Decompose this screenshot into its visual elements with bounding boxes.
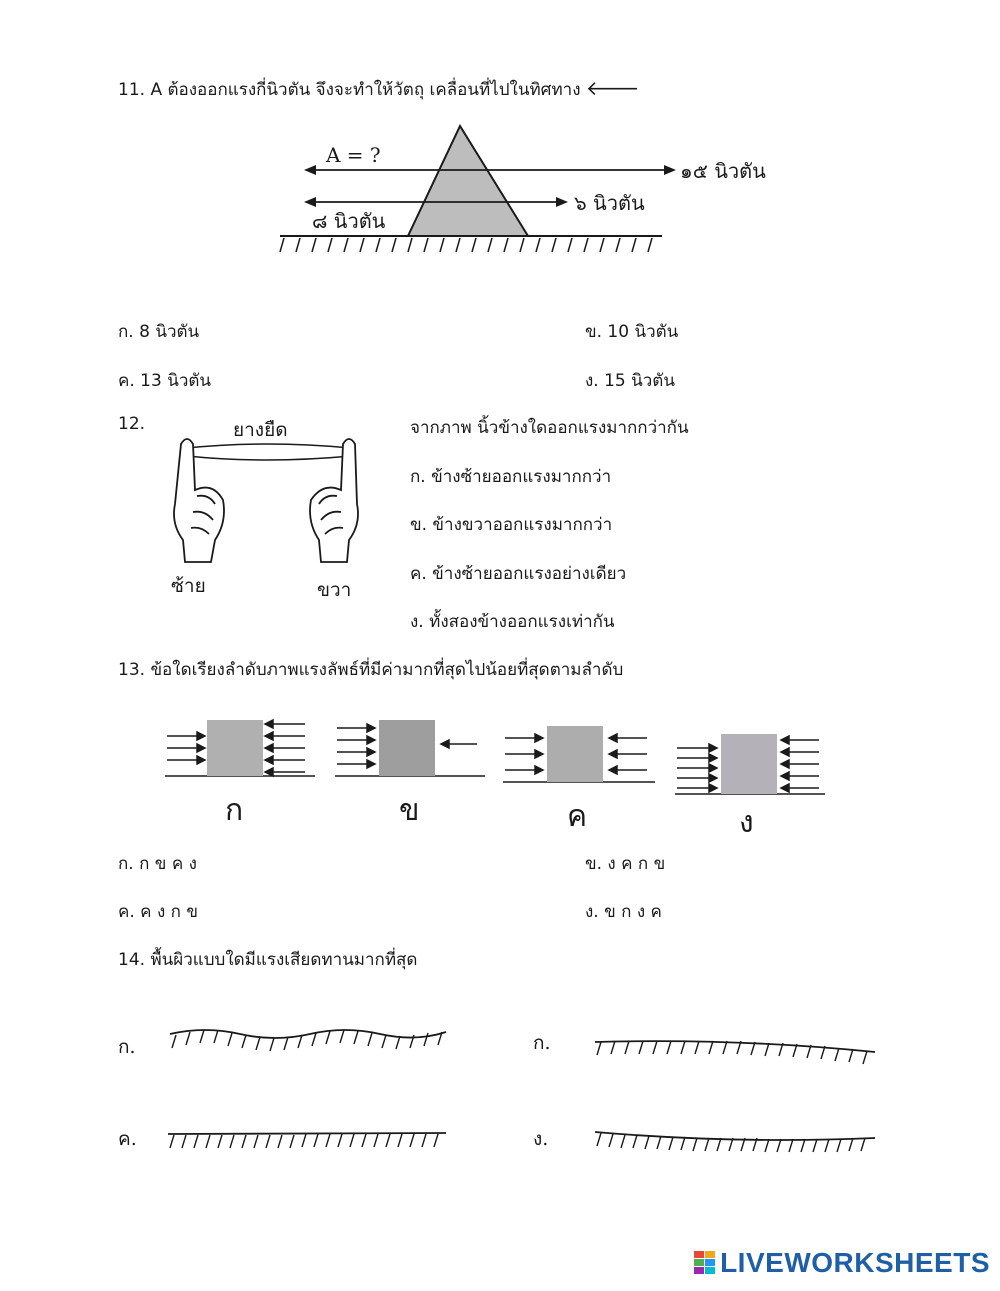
- ground-hatching: [280, 238, 652, 252]
- panel-d-label: ง: [739, 805, 754, 840]
- panel-b-label: ข: [399, 793, 420, 828]
- q13-question: 13. ข้อใดเรียงลำดับภาพแรงลัพธ์ที่มีค่ามากที่สุดไปน้อยที่สุดตามลำดับ: [118, 660, 624, 680]
- panel-a-label: ก: [225, 793, 244, 828]
- label-6-newton: ๖ นิวตัน: [574, 191, 645, 215]
- label-rubber-band: ยางยืด: [233, 419, 288, 441]
- left-arrow-icon: 🡐: [585, 76, 640, 100]
- arrow-bottom-right-head: [556, 197, 568, 207]
- panel-d: [675, 734, 825, 840]
- rubber-band: [187, 444, 351, 460]
- q13-option-c[interactable]: ค. ค ง ก ข: [118, 902, 198, 922]
- q12-finger-diagram: [165, 412, 385, 612]
- q12-number: 12.: [118, 414, 146, 434]
- q11-option-c[interactable]: ค. 13 นิวตัน: [118, 371, 212, 391]
- q11-force-diagram: [270, 118, 790, 268]
- q12-option-d[interactable]: ง. ทั้งสองข้างออกแรงเท่ากัน: [410, 612, 615, 632]
- q12-option-a[interactable]: ก. ข้างซ้ายออกแรงมากกว่า: [410, 467, 612, 487]
- q12-option-c[interactable]: ค. ข้างซ้ายออกแรงอย่างเดียว: [410, 564, 627, 584]
- panel-a: [165, 720, 315, 828]
- brand-name: LIVEWORKSHEETS: [720, 1247, 990, 1278]
- q14-surface-b: [595, 1036, 885, 1066]
- q11-option-a[interactable]: ก. 8 นิวตัน: [118, 322, 200, 342]
- label-15-newton: ๑๕ นิวตัน: [680, 159, 766, 183]
- q12-option-b[interactable]: ข. ข้างขวาออกแรงมากกว่า: [410, 515, 613, 535]
- triangle-object: [408, 126, 528, 236]
- box-c: [547, 726, 603, 782]
- box-b: [379, 720, 435, 776]
- arrow-top-left-head: [304, 165, 316, 175]
- panel-c: [503, 726, 655, 834]
- q13-force-boxes-diagram: [155, 708, 855, 838]
- label-8-newton: ๘ นิวตัน: [312, 209, 386, 233]
- q11-question: [118, 76, 640, 103]
- q14-option-a[interactable]: ก.: [118, 1036, 136, 1058]
- q14-option-b[interactable]: ก.: [533, 1032, 551, 1054]
- panel-b: [335, 720, 485, 828]
- arrow-top-right-head: [664, 165, 676, 175]
- label-right: ขวา: [317, 579, 352, 601]
- arrow-bottom-left-head: [304, 197, 316, 207]
- q14-question: 14. พื้นผิวแบบใดมีแรงเสียดทานมากที่สุด: [118, 950, 418, 970]
- q11-option-b[interactable]: ข. 10 นิวตัน: [585, 322, 679, 342]
- liveworksheets-logo[interactable]: [694, 1247, 990, 1279]
- label-a-unknown: A = ?: [326, 143, 381, 167]
- box-a: [207, 720, 263, 776]
- q13-option-a[interactable]: ก. ก ข ค ง: [118, 854, 197, 874]
- label-left: ซ้าย: [171, 575, 206, 597]
- q11-question-text: 11. A ต้องออกแรงกี่นิวตัน จึงจะทำให้วัตถุ เคลื่อนที่ไปในทิศทาง: [118, 80, 581, 100]
- q14-option-d[interactable]: ง.: [533, 1128, 549, 1150]
- box-d: [721, 734, 777, 794]
- q11-option-d[interactable]: ง. 15 นิวตัน: [585, 371, 675, 391]
- panel-c-label: ค: [567, 799, 588, 834]
- liveworksheets-blocks-icon: [694, 1251, 716, 1275]
- q14-option-c[interactable]: ค.: [118, 1128, 137, 1150]
- q13-option-b[interactable]: ข. ง ค ก ข: [585, 854, 666, 874]
- q12-question: จากภาพ นิ้วข้างใดออกแรงมากกว่ากัน: [410, 418, 689, 438]
- q14-surface-a: [170, 1024, 460, 1054]
- q14-surface-d: [595, 1128, 885, 1158]
- q14-surface-c: [168, 1128, 458, 1158]
- q13-option-d[interactable]: ง. ข ก ง ค: [585, 902, 662, 922]
